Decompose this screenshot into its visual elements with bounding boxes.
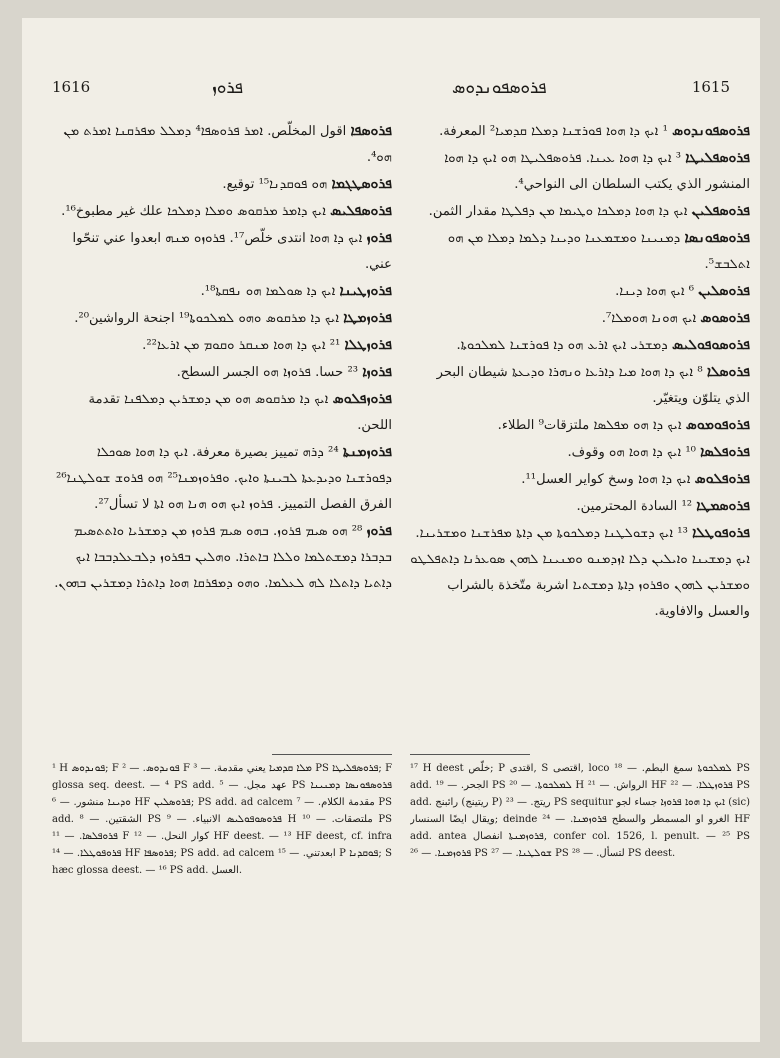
- entry-gloss: ܐܝܟ ܕܐܡܪ ܡܪܩܘܣ ܘܡܠܐ ܕܡܠܟܐ علك غير مطبوخ¹⁶.: [61, 204, 326, 219]
- entry-headword: ܦܪܘܙܛܠܐ: [344, 337, 392, 353]
- dictionary-entry: [410, 225, 750, 278]
- right-page-number: 1615: [691, 78, 730, 96]
- dictionary-entry: [52, 359, 392, 386]
- entry-headword: ܦܪܘܣܡܛܐ: [696, 498, 750, 514]
- entry-gloss: اقول المخلّص. ܐܡܪ ܦܪܘܣܦܐ⁴ ܕܡܠܠ ܡܦܪܩܢܐ ܐܡܪܬ ܡܢ ܗܘ⁴.: [63, 124, 392, 165]
- entry-headword: ܦܪܘܙܡܢܬܐ: [342, 444, 392, 460]
- entry-gloss: ³ ܐܝܟ ܕܐ ܗܘܐ ܥܝܢܐ. ܦܪܘܣܦܠܝܛܐ ܗܘ ܐܝܟ ܕܐ ܗܘܐ المنشور الذي يكتب السلطان الى النواحي⁴.: [444, 151, 750, 192]
- entry-gloss: ²³ حسا. ܦܪܘܙܐ ܗܘ الجسر السطح.: [176, 365, 359, 380]
- entry-gloss: ⁸ ܐܝܟ ܕܐ ܗܘܐ ܡܝܐ ܕܐܪܥܐ ܘܢܗܪܐ ܘܕܝܥܬܐ شيطان البحر الذي يتلوّن ويتغيّر.: [436, 365, 750, 406]
- entry-headword: ܦܪܘܣܦܘܢܣܐ: [684, 230, 750, 246]
- entry-gloss: ⁶ ܐܝܟ ܗܘܐ ܕܝܢܐ.: [615, 284, 695, 299]
- entry-gloss: ܐܝܟ ܕܐ ܗܘܐ وسخ كواير العسل¹¹.: [521, 472, 691, 487]
- entry-headword: ܦܪܘܙܡܛܐ: [343, 310, 392, 326]
- dictionary-entry: [52, 198, 392, 225]
- entry-gloss: ܐܝܟ ܕܐ ܡܪܩܘܣ ܘܗܘ ܠܡܠܟܘܬܐ¹⁹ اجنحة الرواشين²⁰.: [74, 311, 340, 326]
- page-header: [52, 78, 730, 106]
- entry-headword: ܦܪܘܣܦܠܝܛܐ: [685, 150, 750, 166]
- footnote-rule-right: [410, 754, 530, 755]
- entry-gloss: ²⁴ ܕܪܗ تمييز بصيرة معرفة. ܐܝܟ ܕܐ ܗܘܐ ܣܘܟܠܐ ܕܦܘܪܫܢܐ ܘܕܝܕܥܬܐ ܠܒܝܢܬܐ ܘܐܝܟ. ܘܦܪܘܙܡܢܐ²⁵ ܗܘ ܦܪܘܫ ܫܘܠܛܢܐ²⁶ الفرق الفصل التمييز. ܦܪܘܙ ܐܝܟ ܗܘ ܗܢܐ ܗܘ ܐܬܐ لا تسأل²⁷.: [56, 445, 392, 512]
- dictionary-entry: [410, 305, 750, 332]
- entry-gloss: ܐܝܟ ܕܐ ܗܘܐ انتدى خلّص¹⁷. ܦܪܘܙܘ ܡܢܗ ابعدوا عني تنحّوا عني.: [72, 231, 392, 272]
- footnotes-left: [52, 760, 392, 1020]
- entry-gloss: ²⁸ ܗܘ ܣܝܡ ܦܪܘܙ. ܒܗܘ ܣܝܡ ܦܪܘܙ ܡܢ ܕܡܫܪܝܐ ܘܐܬܬܣܝܡ ܒܕܒܪܐ ܕܡܫܬܠܡܐ ܘܠܠܐ ܒܐܬܪܐ. ܘܗܠܝܢ ܒܦܪܘܙ ܕܠܒܥܠܕܒܒܐ ܐܝܟ ܕܐܬܝܐ ܕܐܬܠܐ ܠܗ ܠܥܠܡܐ. ܘܗܘ ܕܡܦܪܩܐ ܗܘܐ ܕܐܬܪܐ ܕܡܫܪܝܢ ܒܗܘܢ.: [54, 524, 392, 591]
- entry-gloss: ܗܘ ܦܘܩܕܢܐ¹⁵ توقيع.: [222, 177, 328, 192]
- right-column: [410, 118, 750, 738]
- dictionary-entry: [52, 518, 392, 597]
- entry-gloss: ¹⁰ ܐܝܟ ܕܐ ܗܘܐ ܗܘ وقوف.: [567, 445, 696, 460]
- entry-headword: ܦܪܘܦܠܘܣ: [694, 471, 750, 487]
- entry-headword: ܦܪܘܣܦܠܝܢ: [691, 203, 750, 219]
- dictionary-entry: [52, 278, 392, 305]
- entry-headword: ܦܪܘܣܘܦܘܠܝܣ: [672, 337, 750, 353]
- entry-gloss: ܐܝܟ ܕܐ ܣܘܠܡܐ ܗܘ ܢܦܩܬܐ¹⁸.: [200, 284, 336, 299]
- dictionary-entry: [410, 198, 750, 225]
- entry-gloss: ܕܡܫܪܝ ܐܝܟ ܐܪܥ ܗܘ ܕܐ ܦܘܪܫܢܐ ܠܡܠܟܘܬܐ.: [456, 338, 668, 353]
- entry-gloss: ܕܡܢܝܢܐ ܘܡܫܡܥܢܐ ܘܕܝܢܐ ܕܠܡܐ ܕܡܠܐ ܡܢ ܗܘ ܐܬܠܒܫ⁵.: [447, 231, 750, 272]
- entry-headword: ܦܪܘܙ: [366, 230, 392, 246]
- entry-headword: ܦܪܘܣܘܣ: [700, 310, 750, 326]
- right-running-headword: ܦܪܘܣܦܘܢܕܘܣ: [452, 78, 547, 98]
- dictionary-entry: [410, 520, 750, 625]
- footnotes-left-text: ¹ H ܦܘܢܕܘܣ; F ܦܘܢܕܘܣ. — ² F ܡܠܐ ܩܕܡܝܐ يعني مقدمة. — ³ PS ܦܪܘܣܦܠܝܛܐ; F glossa seq. deest. — ⁴ PS add. عهد مجل. — ⁵ PS ܦܪܘܣܦܘܢܣܐ ܕܡܢܝܢܐ ܘܕܝܢܐ منشور. — ⁶ HF ܦܪܘܣܠܝܢ; PS add. ad calcem مقدمة الكلام. — ⁷ PS add. الشقتين. — ⁸ PS ܦܪܘܣܘܦܘܠܝܣ الانبياء. — ⁹ H ملتصقات. — ¹⁰ PS ܦܪܘܦܠܣܐ. — ¹¹ F كوار النحل. — ¹² HF deest. — ¹³ HF deest, cf. infra ܦܪܘܦܘܛܠܐ. — ¹⁴ HF ܦܪܘܣܦܐ; PS add. ad calcem ابعدتني. — ¹⁵ P ܦܘܩܕܢܐ; S hæc glossa deest. — ¹⁶ PS add. العسل.: [52, 763, 392, 876]
- dictionary-entry: [52, 171, 392, 198]
- entry-headword: ܦܪܘܦܘܛܠܐ: [692, 525, 750, 541]
- entry-gloss: ܐܝܟ ܗܘܢܐ ܗܘܡܠܐ⁷.: [601, 311, 697, 326]
- entry-headword: ܦܪܘܙ: [366, 523, 392, 539]
- dictionary-entry: [52, 225, 392, 278]
- dictionary-entry: [52, 118, 392, 171]
- dictionary-entry: [410, 439, 750, 466]
- entry-gloss: ܐܝܟ ܕܐ ܡܪܩܘܣ ܗܘ ܡܢ ܕܡܫܪܝܢ ܕܡܠܦܢܐ تقدمة اللحن.: [88, 392, 392, 433]
- entry-gloss: ¹ ܐܝܟ ܕܐ ܗܘܐ ܦܘܪܫܢܐ ܕܡܠܐ ܩܕܡܝܐ² المعرفة.: [439, 124, 668, 139]
- left-page-number: 1616: [52, 78, 91, 96]
- entry-headword: ܦܪܘܙܐ: [362, 364, 392, 380]
- entry-headword: ܦܪܘܦܘܡܘܣ: [685, 417, 750, 433]
- entry-headword: ܦܪܘܙܛܝܢܐ: [339, 283, 392, 299]
- entry-headword: ܦܪܘܣܦܐ: [350, 123, 392, 139]
- dictionary-entry: [410, 466, 750, 493]
- entry-headword: ܦܪܘܣܦܠܝܣ: [330, 203, 392, 219]
- dictionary-entry: [52, 386, 392, 439]
- entry-headword: ܦܪܘܙܦܠܘܣ: [332, 391, 392, 407]
- dictionary-entry: [410, 359, 750, 412]
- entry-gloss: ²¹ ܐܝܟ ܕܐ ܗܘܐ ܡܢܩܪ ܘܩܘܡ ܡܢ ܐܪܥܐ²².: [142, 338, 341, 353]
- entry-headword: ܦܪܘܣܠܐ: [706, 364, 750, 380]
- entry-headword: ܦܪܘܦܠܣܐ: [700, 444, 750, 460]
- dictionary-entry: [410, 412, 750, 439]
- left-column: [52, 118, 392, 738]
- entry-gloss: ¹³ ܐܝܟ ܕܫܘܠܛܢܐ ܕܡܠܟܘܬܐ ܡܢ ܕܐܬܐ ܡܦܪܫܢܐ ܘܡܫܪܝܢܐ. ܐܝܟ ܕܡܫܝܢܐ ܘܐܝܠܝܢ ܕܠܐ ܐܙܕܡܢܘ ܘܡܢܝܢܐ ܠܗܘܢ ܣܘܥܪܢܐ ܕܐܬܦܠܛܘ ܘܡܫܪܝܢ ܠܗܘܢ ܘܦܪܘܙ ܕܐܬܐ ܕܡܫܬܝܐ اشربة متّخذة بالشراب والعسل والافاوية.: [410, 526, 750, 619]
- entry-gloss: ܐܝܟ ܕܐ ܗܘܐ ܕܡܠܟܐ ܘܛܝܡܐ ܡܢ ܕܦܠܛܐ مقدار الثمن.: [428, 204, 688, 219]
- entry-headword: ܦܪܘܣܠܝܢ: [698, 283, 750, 299]
- footnotes-right: [410, 760, 750, 1020]
- entry-headword: ܦܪܘܣܛܓܡܐ: [331, 176, 392, 192]
- book-page: [22, 18, 760, 1042]
- dictionary-entry: [410, 278, 750, 305]
- dictionary-entry: [410, 332, 750, 359]
- left-running-headword: ܦܪܘܙ: [212, 78, 243, 98]
- dictionary-entry: [52, 332, 392, 359]
- dictionary-entry: [410, 493, 750, 520]
- dictionary-entry: [52, 439, 392, 518]
- dictionary-entry: [52, 305, 392, 332]
- entry-gloss: ¹² السادة المحترمين.: [576, 499, 693, 514]
- entry-gloss: ܐܝܟ ܕܐ ܗܘ ܡܦܠܣܐ ملتزقات⁹ الطلاء.: [497, 418, 682, 433]
- dictionary-entry: [410, 145, 750, 198]
- footnote-rule-left: [272, 754, 392, 755]
- footnotes-right-text: ¹⁷ H deest خلّص; P اقتدى, S اقتصى, loco ܠܡܠܟܘܬܐ سمغ البطم. — ¹⁸ PS add. الجحر. — ¹⁹ PS ܠܡܠܟܘܬܐ. — ²⁰ H الرواش. — ²¹ HF ܦܪܘܙܛܠܐ. — ²² PS add. رائبنج (ريتينج P) ريتج. — ²³ PS sequitur ܐܝܟ ܕܐ ܗܘܐ ܦܪܘܙܐ جساء لجو (sic) ويقال ايضًا السنسار; deinde الغرو او المسمطر والسطح ܦܪܘܙܡܢܐ. — ²⁴ HF add. antea ܦܪܘܙܡܢܬܐ انفصال, confer col. 1526, l. penult. — ²⁵ PS ܦܪܘܙܡܢܐ. — ²⁶ PS ܫܘܠܛܢܐ. — ²⁷ PS لتسأل. — ²⁸ PS deest.: [410, 763, 750, 859]
- dictionary-entry: [410, 118, 750, 145]
- entry-headword: ܦܪܘܣܦܘܢܕܘܣ: [672, 123, 750, 139]
